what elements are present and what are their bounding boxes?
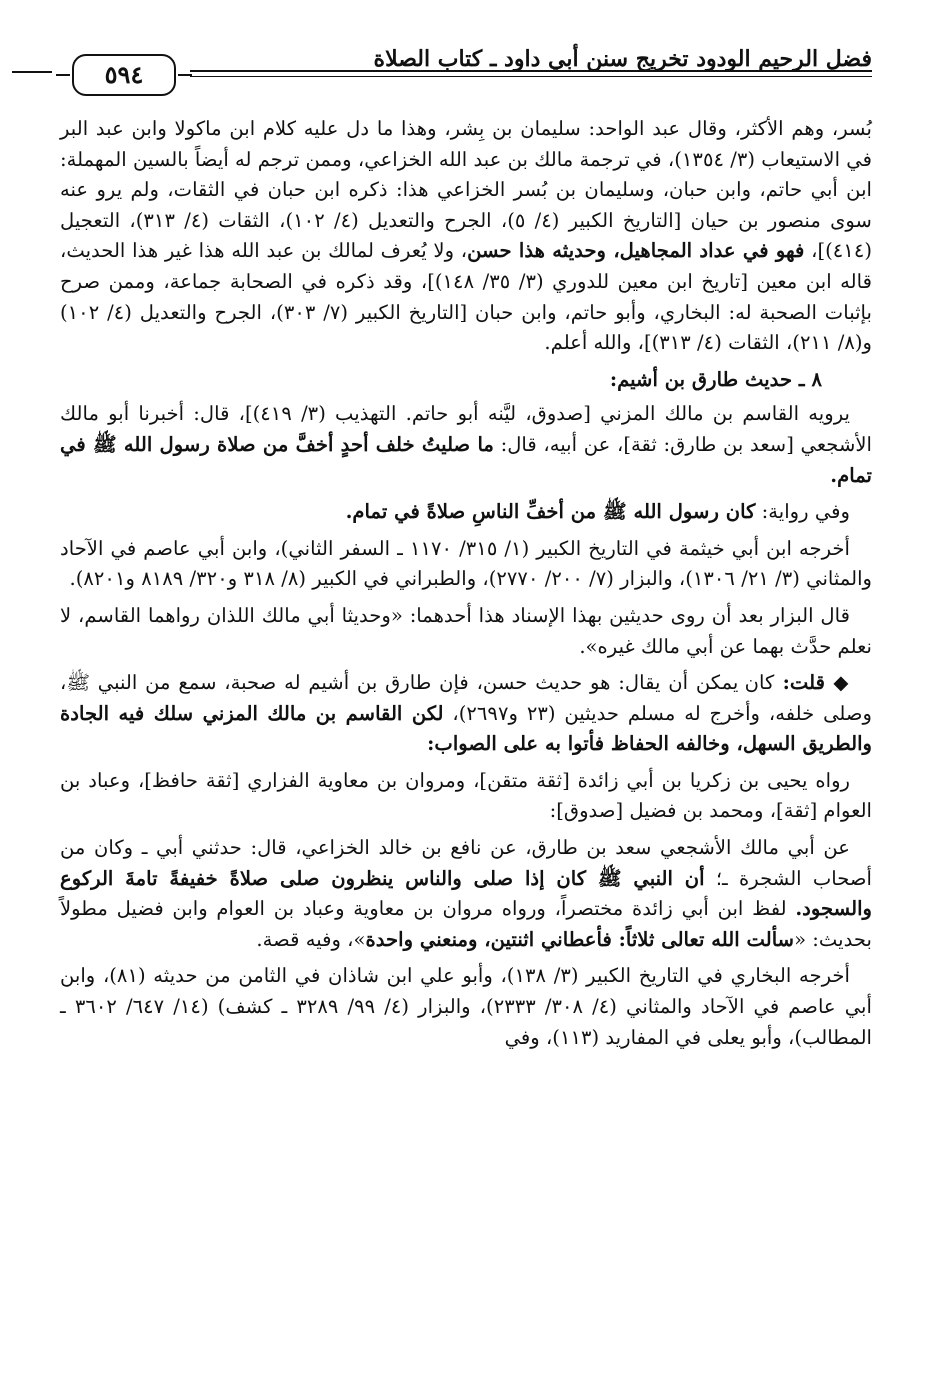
text-run: رواه يحيى بن زكريا بن أبي زائدة [ثقة متقن]، ومروان بن معاوية الفزاري [ثقة حافظ]، وعباد بن العوام [ثقة]، ومحمد بن فضيل [صدوق]:	[60, 768, 872, 823]
text-run: عن أبي مالك الأشجعي سعد بن طارق، عن نافع بن خالد الخزاعي، قال: حدثني أبي ـ وكان من أصحاب الشجرة ـ؛	[60, 836, 872, 890]
text-run: كان يمكن أن يقال: هو حديث حسن، فإن طارق بن أشيم له صحبة، سمع من النبي ﷺ، وصلى خلفه، وأخرج له مسلم حديثين (٢٣ و٢٦٩٧)،	[60, 671, 872, 725]
text-run: أخرجه ابن أبي خيثمة في التاريخ الكبير (١/ ٣١٥/ ١١٧٠ ـ السفر الثاني)، وابن أبي عاصم في الآحاد والمثاني (٣/ ٢١/ ١٣٠٦)، والبزار (٧/ ٢٠٠/ ٢٧٧٠)، والطبراني في الكبير (٨/ ٣١٨ و٣٢٠/ ٨١٨٩ و٨٢٠١).	[60, 536, 872, 591]
header-rule-left	[12, 71, 52, 73]
page-header	[60, 40, 872, 100]
paragraph	[60, 601, 872, 662]
text-run: ، ولا يُعرف لمالك بن عبد الله هذا غير هذا الحديث، قاله ابن معين [تاريخ ابن معين للدوري (٣/ ٣٥/ ١٤٨)]، وقد ذكره في الصحابة جماعة، وممن صرح بإثبات الصحبة له: البخاري، وأبو حاتم، وابن حبان [التاريخ الكبير (٧/ ٣٠٣)، الجرح والتعديل (٤/ ١٠٢) و(٨/ ٢١١)، الثقات (٤/ ٣١٣)]، والله أعلم.	[60, 239, 872, 355]
bold-text: أن النبي ﷺ كان إذا صلى والناس ينظرون صلى صلاةً خفيفةً تامةَ الركوع والسجود.	[60, 866, 872, 921]
paragraph	[60, 114, 872, 359]
text-run: بُسر، وهم الأكثر، وقال عبد الواحد: سليمان بن بِشر، وهذا ما دل عليه كلام ابن ماكولا وابن عبد البر في الاستيعاب (٣/ ١٣٥٤)، في ترجمة مالك بن عبد الله الخزاعي، وممن ترجم له أيضاً بالسين المهملة: ابن أبي حاتم، وابن حبان، وسليمان بن بُسر الخزاعي هذا: ذكره ابن حبان في الثقات، ولم يرو عنه سوى منصور بن حيان [التاريخ الكبير (٤/ ٥)، الجرح والتعديل (٤/ ١٠٢)، الثقات (٤/ ٣١٣)، التعجيل (٤١٤)]،	[60, 117, 872, 263]
text-run: لفظ ابن أبي زائدة مختصراً، ورواه مروان بن معاوية وعباد بن العوام وابن فضيل مطولاً بحديث: «	[60, 897, 872, 951]
paragraph	[60, 497, 872, 528]
paragraph	[60, 399, 872, 491]
text-run: يرويه القاسم بن مالك المزني [صدوق، ليَّنه أبو حاتم. التهذيب (٣/ ٤١٩)]، قال: أخبرنا أبو مالك الأشجعي [سعد بن طارق: ثقة]، عن أبيه، قال:	[60, 402, 872, 456]
paragraph	[60, 766, 872, 827]
bold-text: ◆ قلت:	[774, 671, 850, 695]
page-number: ٥٩٤	[72, 54, 176, 96]
bold-text: كان رسول الله ﷺ من أخفِّ الناسِ صلاةً في تمام.	[345, 500, 756, 524]
bold-text: ٨ ـ حديث طارق بن أشيم:	[609, 367, 822, 391]
body-text	[60, 114, 872, 1053]
section-heading	[60, 365, 822, 396]
paragraph	[60, 668, 872, 760]
header-rule-thin	[190, 76, 872, 77]
text-run: أخرجه البخاري في التاريخ الكبير (٣/ ١٣٨)، وأبو علي ابن شاذان في الثامن من حديثه (٨١)، وابن أبي عاصم في الآحاد والمثاني (٤/ ٣٠٨/ ٢٣٣٣)، والبزار (٤/ ٩٩/ ٣٢٨٩ ـ كشف) (١٤/ ٦٤٧/ ٣٦٠٢ ـ المطالب)، وأبو يعلى في المفاريد (١١٣)، وفي	[60, 964, 872, 1049]
text-run: قال البزار بعد أن روى حديثين بهذا الإسناد هذا أحدهما: «وحديثا أبي مالك اللذان رواهما القاسم، لا نعلم حدَّث بهما عن أبي مالك غيره».	[60, 603, 872, 658]
page	[60, 40, 872, 1059]
bold-text: فهو في عداد المجاهيل، وحديثه هذا حسن	[467, 239, 805, 263]
paragraph	[60, 833, 872, 955]
bold-text: ما صليتُ خلف أحدٍ أخفَّ من صلاة رسول الله ﷺ في تمام.	[60, 432, 872, 487]
text-run: وفي رواية:	[755, 500, 850, 524]
paragraph	[60, 534, 872, 595]
bold-text: سألت الله تعالى ثلاثاً: فأعطاني اثنتين، ومنعني واحدة	[365, 927, 795, 951]
bold-text: لكن القاسم بن مالك المزني سلك فيه الجادة والطريق السهل، وخالفه الحفاظ فأتوا به على الصواب:	[60, 701, 872, 756]
running-title: فضل الرحيم الودود تخريج سنن أبي داود ـ كتاب الصلاة	[373, 46, 872, 72]
paragraph	[60, 961, 872, 1053]
header-rule	[190, 70, 872, 72]
text-run: »، وفيه قصة.	[256, 927, 366, 951]
